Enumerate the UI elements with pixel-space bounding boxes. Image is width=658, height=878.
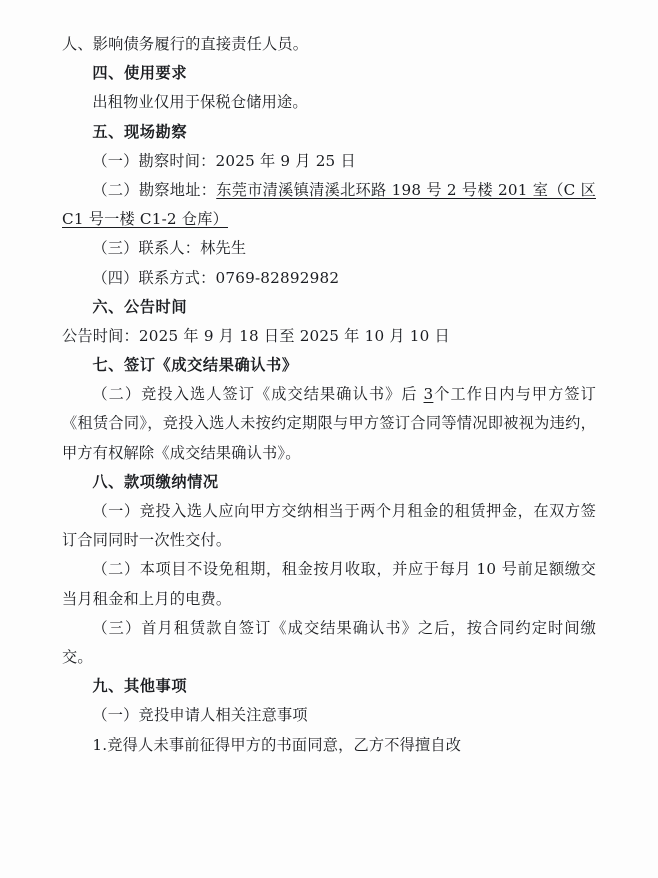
section-heading-7: 七、签订《成交结果确认书》 (92, 356, 298, 375)
inspection-address-value-line2: 楼 201 室（C 区 C1 号一楼 C1-2 仓库） (62, 180, 596, 229)
section-9-item-1: （一）竞投申请人相关注意事项 (92, 706, 308, 725)
announcement-period: 公告时间：2025 年 9 月 18 日至 2025 年 10 月 10 日 (62, 326, 450, 345)
inspection-address (62, 176, 596, 234)
section-7-item-2: （二）竞投入选人签订《成交结果确认书》后 3个工作日内与甲方签订《租赁合同》，竞投入选人未按约定期限与甲方签订合同等情况即被视为违约，甲方有权解除《成交结果确认书》。 (62, 385, 597, 462)
section-8-item-2: （二）本项目不设免租期，租金按月收取，并应于每月 10 号前足额缴交当月租金和上月的电费。 (62, 560, 596, 608)
section-heading-6: 六、公告时间 (92, 297, 188, 316)
document-body (62, 30, 596, 760)
section-heading-4: 四、使用要求 (92, 64, 188, 83)
working-days-value: 3 (423, 385, 434, 404)
section-heading-9: 九、其他事项 (92, 677, 188, 696)
section-9-item-1-1: 1.竞得人未事前征得甲方的书面同意，乙方不得擅自改 (92, 735, 462, 754)
inspection-address-value-line1: 东莞市清溪镇清溪北环路 198 号 2 号 (216, 180, 478, 199)
section-4-body: 出租物业仅用于保税仓储用途。 (92, 93, 308, 112)
contact-phone: （四）联系方式：0769-82892982 (92, 268, 340, 287)
inspection-time: （一）勘察时间：2025 年 9 月 25 日 (92, 151, 356, 170)
section-heading-5: 五、现场勘察 (92, 122, 188, 141)
section-heading-8: 八、款项缴纳情况 (92, 472, 219, 491)
inspection-address-label: （二）勘察地址： (92, 180, 217, 199)
section-8-item-1: （一）竞投入选人应向甲方交纳相当于两个月租金的租赁押金，在双方签订合同同时一次性交付。 (62, 502, 596, 550)
section-8-item-3: （三）首月租赁款自签订《成交结果确认书》之后，按合同约定时间缴交。 (62, 618, 596, 666)
contact-person: （三）联系人：林先生 (92, 239, 247, 258)
paragraph-continuation: 人、影响债务履行的直接责任人员。 (62, 35, 309, 53)
